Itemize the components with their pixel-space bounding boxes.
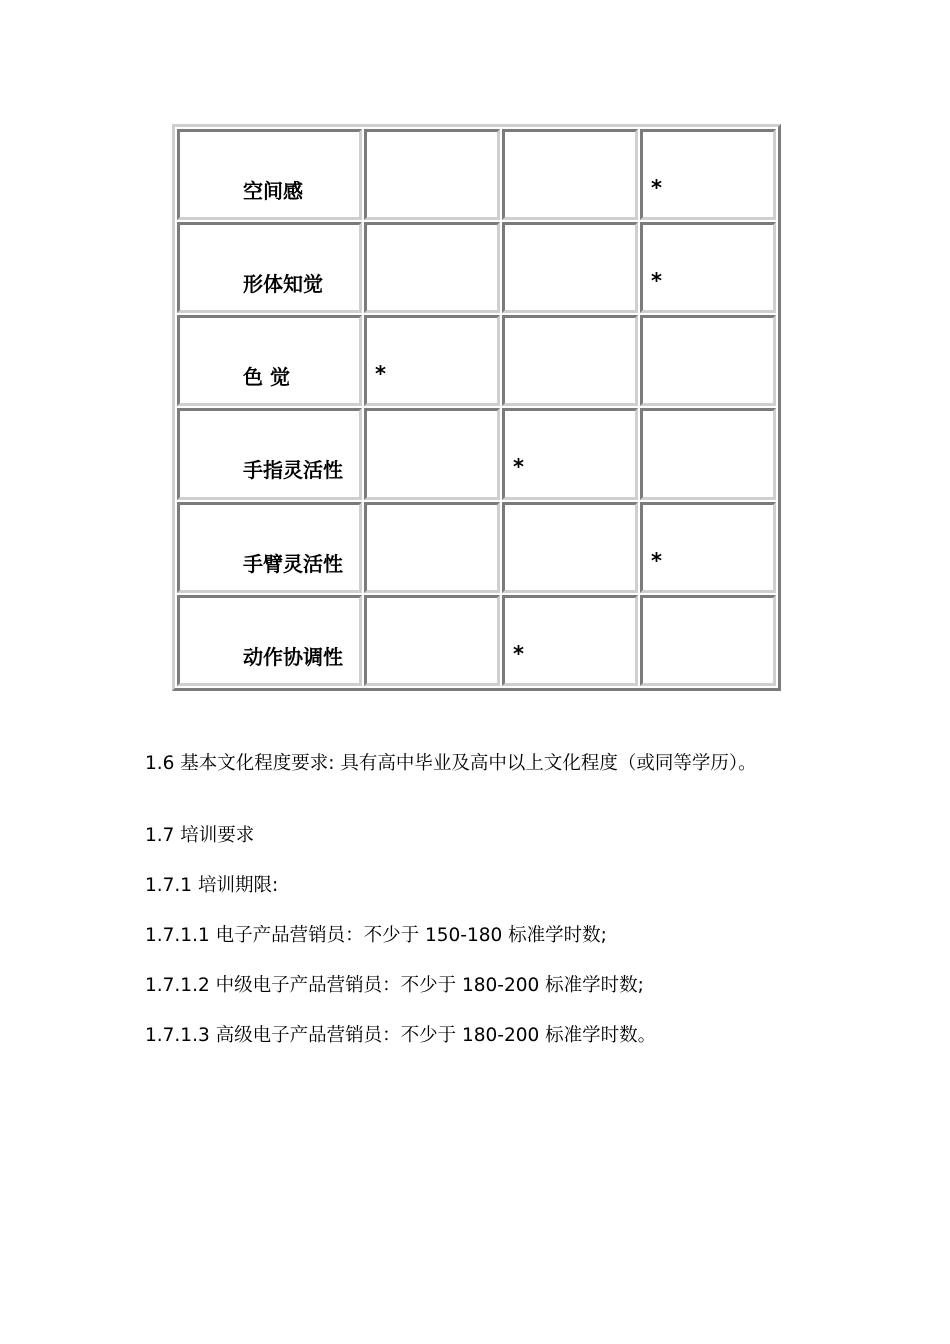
trait-name: 空间感	[243, 179, 303, 203]
trait-name: 形体知觉	[243, 272, 323, 297]
level-cell	[364, 595, 500, 686]
level-mark	[367, 225, 497, 269]
trait-name: 动作协调性	[243, 644, 343, 669]
level-mark	[643, 598, 773, 642]
level-cell	[502, 502, 638, 593]
level-cell	[364, 222, 500, 313]
table-row	[177, 595, 776, 686]
level-cell	[364, 315, 500, 406]
level-mark	[505, 318, 635, 362]
training-requirement-heading: 1.7 培训要求	[145, 825, 255, 846]
level-mark: *	[651, 269, 662, 294]
level-cell	[640, 222, 776, 313]
trait-cell	[177, 129, 362, 220]
level-cell	[502, 129, 638, 220]
trait-cell	[177, 222, 362, 313]
training-duration-advanced: 1.7.1.3 高级电子产品营销员：不少于 180-200 标准学时数。	[145, 1025, 657, 1046]
level-cell	[502, 222, 638, 313]
trait-name: 手指灵活性	[243, 458, 343, 483]
level-cell	[502, 595, 638, 686]
table-row	[177, 502, 776, 593]
trait-cell	[177, 595, 362, 686]
table-row	[177, 315, 776, 406]
training-duration-heading: 1.7.1 培训期限:	[145, 875, 279, 896]
level-mark: *	[651, 176, 662, 200]
level-mark	[367, 132, 497, 176]
level-mark: *	[513, 455, 524, 480]
trait-name: 手臂灵活性	[243, 551, 343, 576]
level-cell	[364, 502, 500, 593]
level-cell	[640, 315, 776, 406]
level-mark: *	[513, 641, 524, 666]
level-mark	[643, 318, 773, 362]
level-cell	[640, 502, 776, 593]
table-row	[177, 222, 776, 313]
level-mark: *	[375, 362, 386, 387]
trait-name: 色 觉	[243, 365, 290, 390]
level-cell	[364, 129, 500, 220]
trait-cell	[177, 502, 362, 593]
trait-cell	[177, 408, 362, 499]
table-row	[177, 408, 776, 499]
level-cell	[640, 129, 776, 220]
level-mark	[367, 411, 497, 455]
level-mark	[505, 132, 635, 176]
level-cell	[640, 595, 776, 686]
level-cell	[640, 408, 776, 499]
education-requirement-paragraph: 1.6 基本文化程度要求: 具有高中毕业及高中以上文化程度（或同等学历）。	[145, 753, 757, 774]
level-cell	[502, 408, 638, 499]
level-mark	[643, 411, 773, 455]
level-cell	[364, 408, 500, 499]
level-mark	[505, 505, 635, 549]
level-cell	[502, 315, 638, 406]
level-mark: *	[651, 548, 662, 573]
table-row	[177, 129, 776, 220]
training-duration-basic: 1.7.1.1 电子产品营销员：不少于 150-180 标准学时数;	[145, 925, 607, 946]
level-mark	[505, 225, 635, 269]
level-mark	[367, 598, 497, 642]
trait-cell	[177, 315, 362, 406]
level-mark	[367, 505, 497, 549]
aptitude-table	[172, 124, 781, 691]
training-duration-intermediate: 1.7.1.2 中级电子产品营销员：不少于 180-200 标准学时数;	[145, 975, 644, 996]
